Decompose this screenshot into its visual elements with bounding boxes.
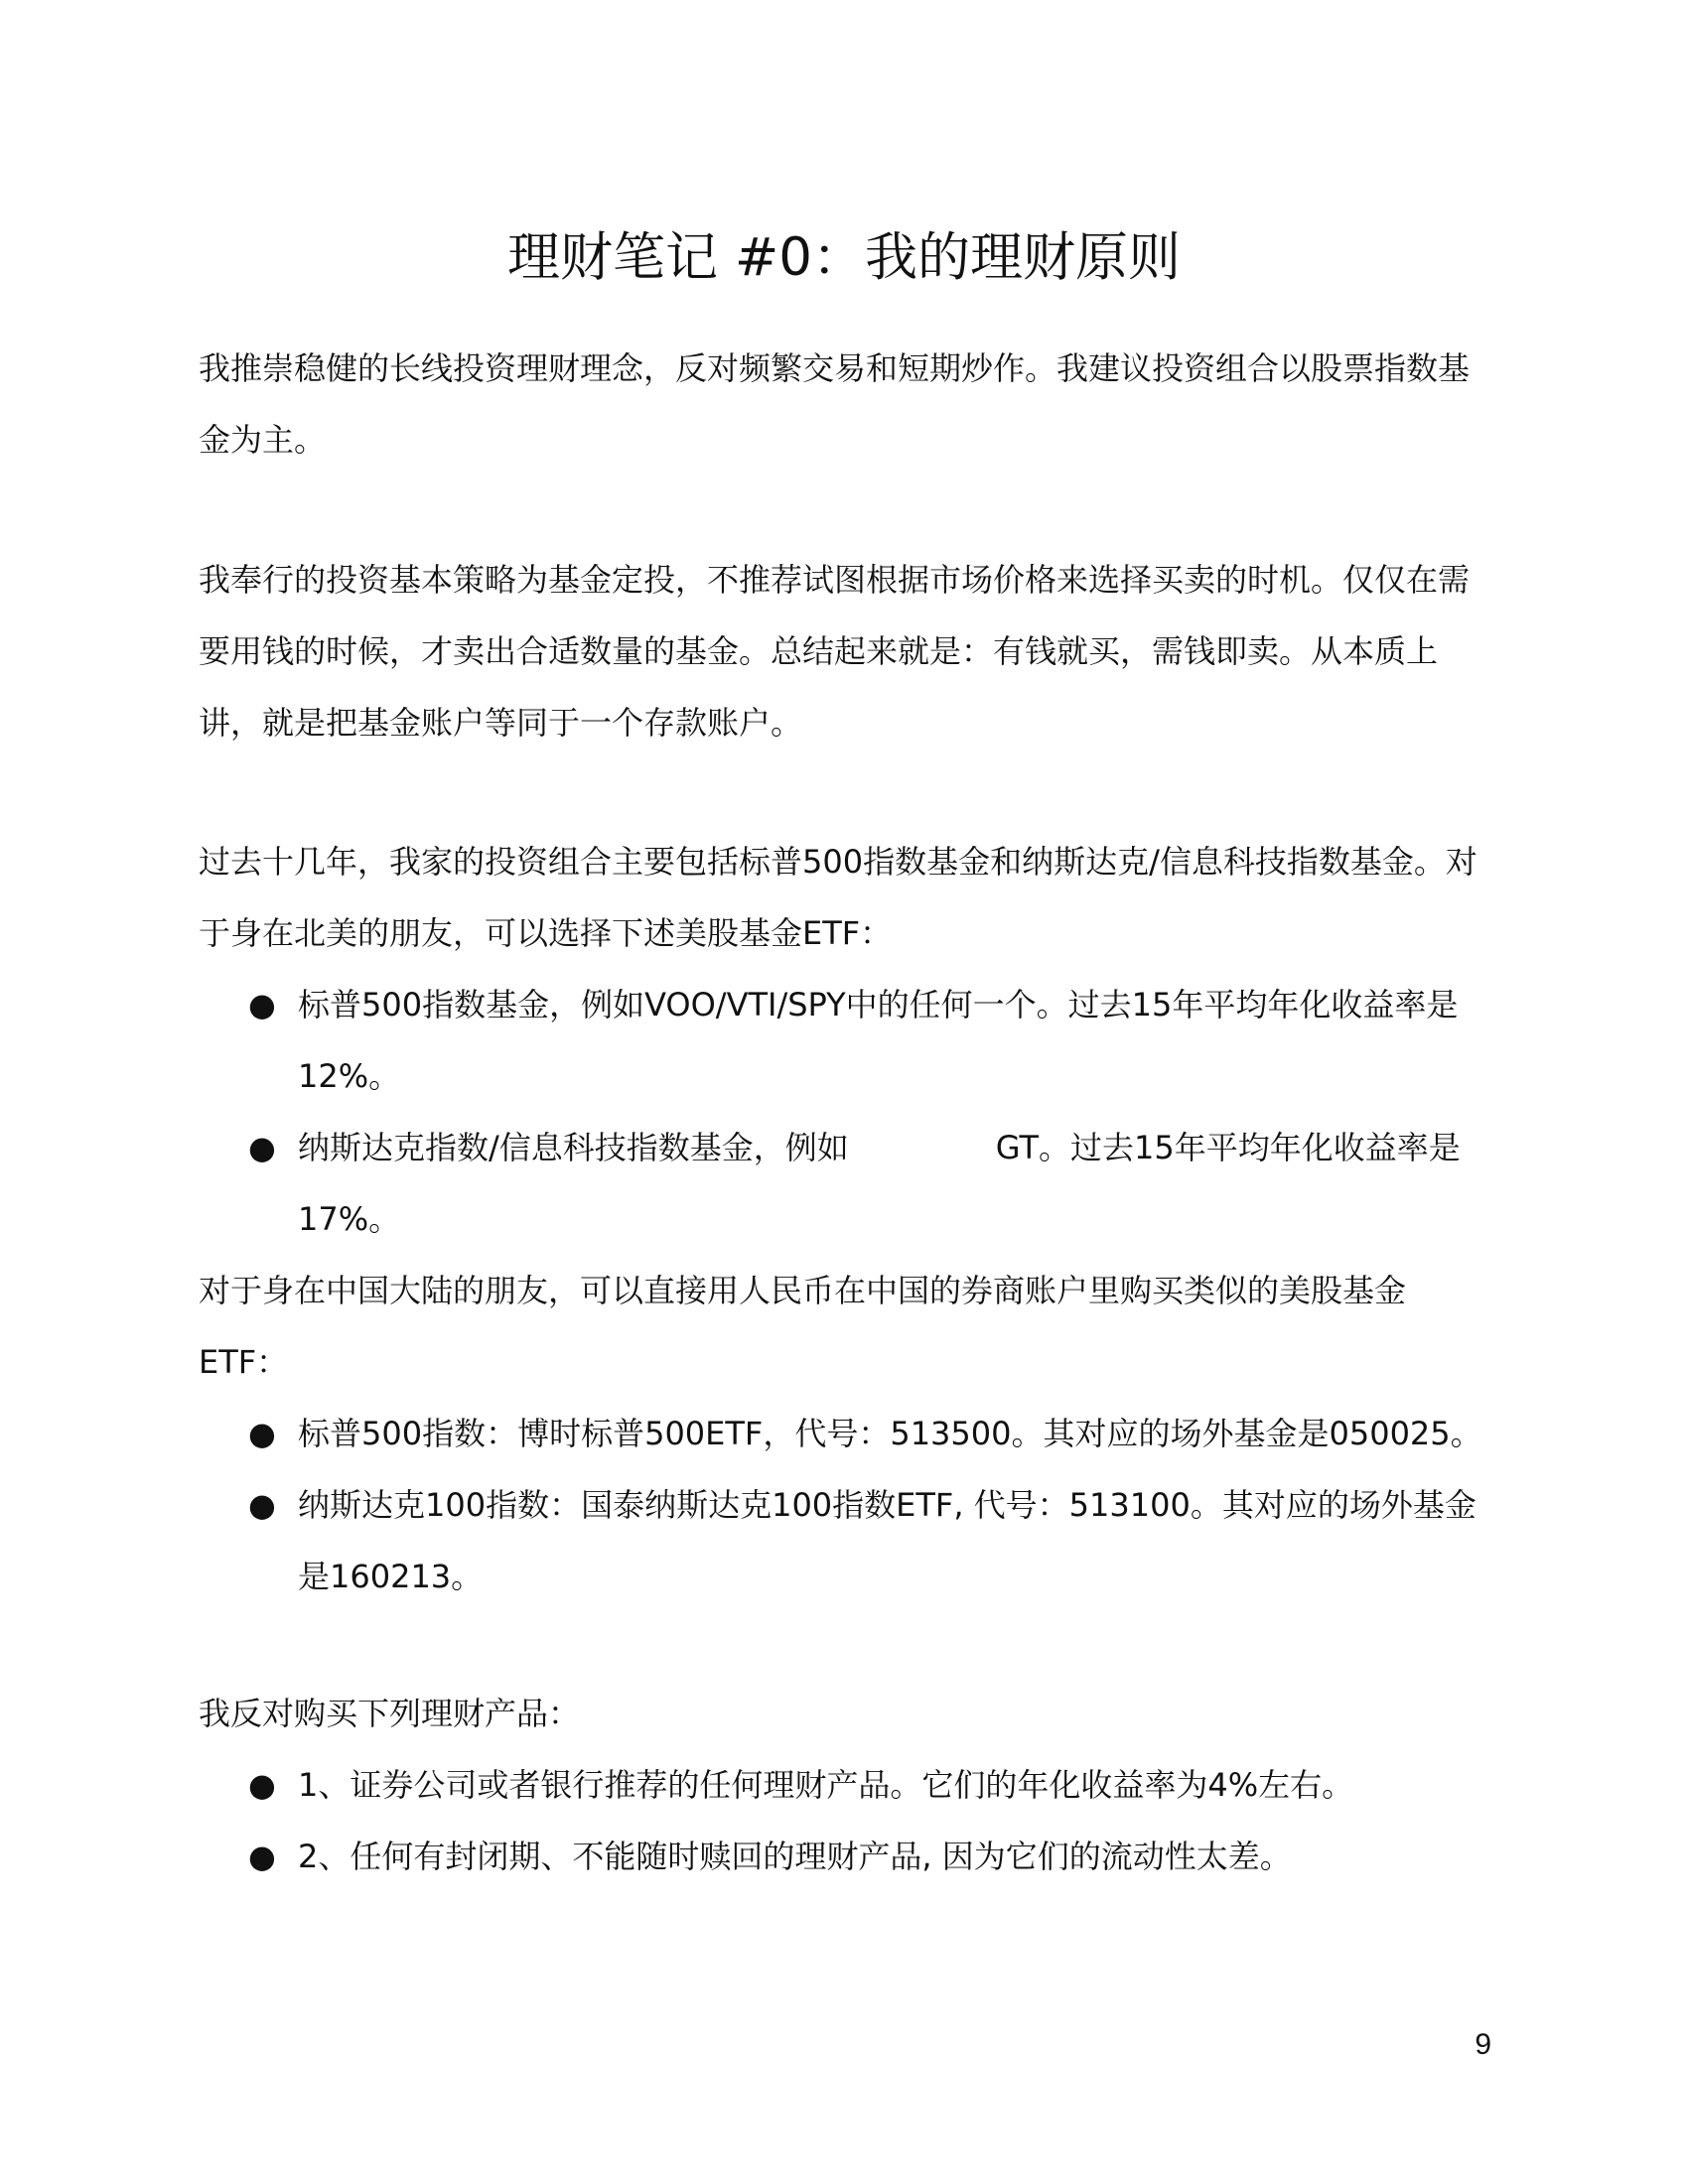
paragraph-portfolio-china: 对于身在中国大陆的朋友，可以直接用人民币在中国的券商账户里购买类似的美股基金ETF： <box>199 1272 1407 1381</box>
paragraph-investment-philosophy: 我推崇稳健的长线投资理财理念，反对频繁交易和短期炒作。我建议投资组合以股票指数基金为主。 <box>199 349 1471 459</box>
list-item-text: 纳斯达克100指数：国泰纳斯达克100指数ETF, 代号：513100。其对应的场外基金是160213。 <box>298 1486 1477 1595</box>
bullet-icon: ● <box>248 1766 276 1804</box>
list-item <box>199 1469 1489 1612</box>
page-number: 9 <box>1475 2028 1491 2061</box>
list-item-text: 2、任何有封闭期、不能随时赎回的理财产品, 因为它们的流动性太差。 <box>298 1838 1292 1875</box>
north-america-etf-list <box>199 969 1489 1255</box>
list-item <box>199 969 1489 1112</box>
paragraph-portfolio-north-america: 过去十几年，我家的投资组合主要包括标普500指数基金和纳斯达克/信息科技指数基金。对于身在北美的朋友，可以选择下述美股基金ETF： <box>199 843 1477 952</box>
bullet-icon: ● <box>248 1129 276 1166</box>
bullet-icon: ● <box>248 1486 276 1524</box>
list-item-text: 标普500指数基金，例如VOO/VTI/SPY中的任何一个。过去15年平均年化收益率是12%。 <box>298 986 1459 1095</box>
list-item <box>199 1398 1489 1469</box>
list-item <box>199 1821 1489 1892</box>
china-etf-list <box>199 1398 1489 1612</box>
list-item <box>199 1112 1489 1255</box>
paragraph-products-opposed: 我反对购买下列理财产品： <box>199 1695 581 1732</box>
bullet-icon: ● <box>248 986 276 1024</box>
list-item-text: 标普500指数：博时标普500ETF，代号：513500。其对应的场外基金是050025。 <box>298 1415 1482 1452</box>
redaction-block <box>849 1130 996 1169</box>
document-page <box>199 0 1489 2184</box>
opposed-products-list <box>199 1749 1489 1892</box>
page-title: 理财笔记 #0：我的理财原则 <box>507 227 1181 288</box>
list-item <box>199 1749 1489 1821</box>
paragraph-investment-strategy: 我奉行的投资基本策略为基金定投，不推荐试图根据市场价格来选择买卖的时机。仅仅在需要用钱的时候，才卖出合适数量的基金。总结起来就是：有钱就买，需钱即卖。从本质上讲，就是把基金账户等同于一个存款账户。 <box>199 561 1471 742</box>
list-item-text: 1、证券公司或者银行推荐的任何理财产品。它们的年化收益率为4%左右。 <box>298 1766 1354 1804</box>
bullet-icon: ● <box>248 1838 276 1875</box>
bullet-icon: ● <box>248 1415 276 1452</box>
list-item-text-before: 纳斯达克指数/信息科技指数基金，例如 <box>298 1129 849 1166</box>
list-item-text-after: GT。过去15年平均年化收益率是17%。 <box>298 1129 1461 1238</box>
